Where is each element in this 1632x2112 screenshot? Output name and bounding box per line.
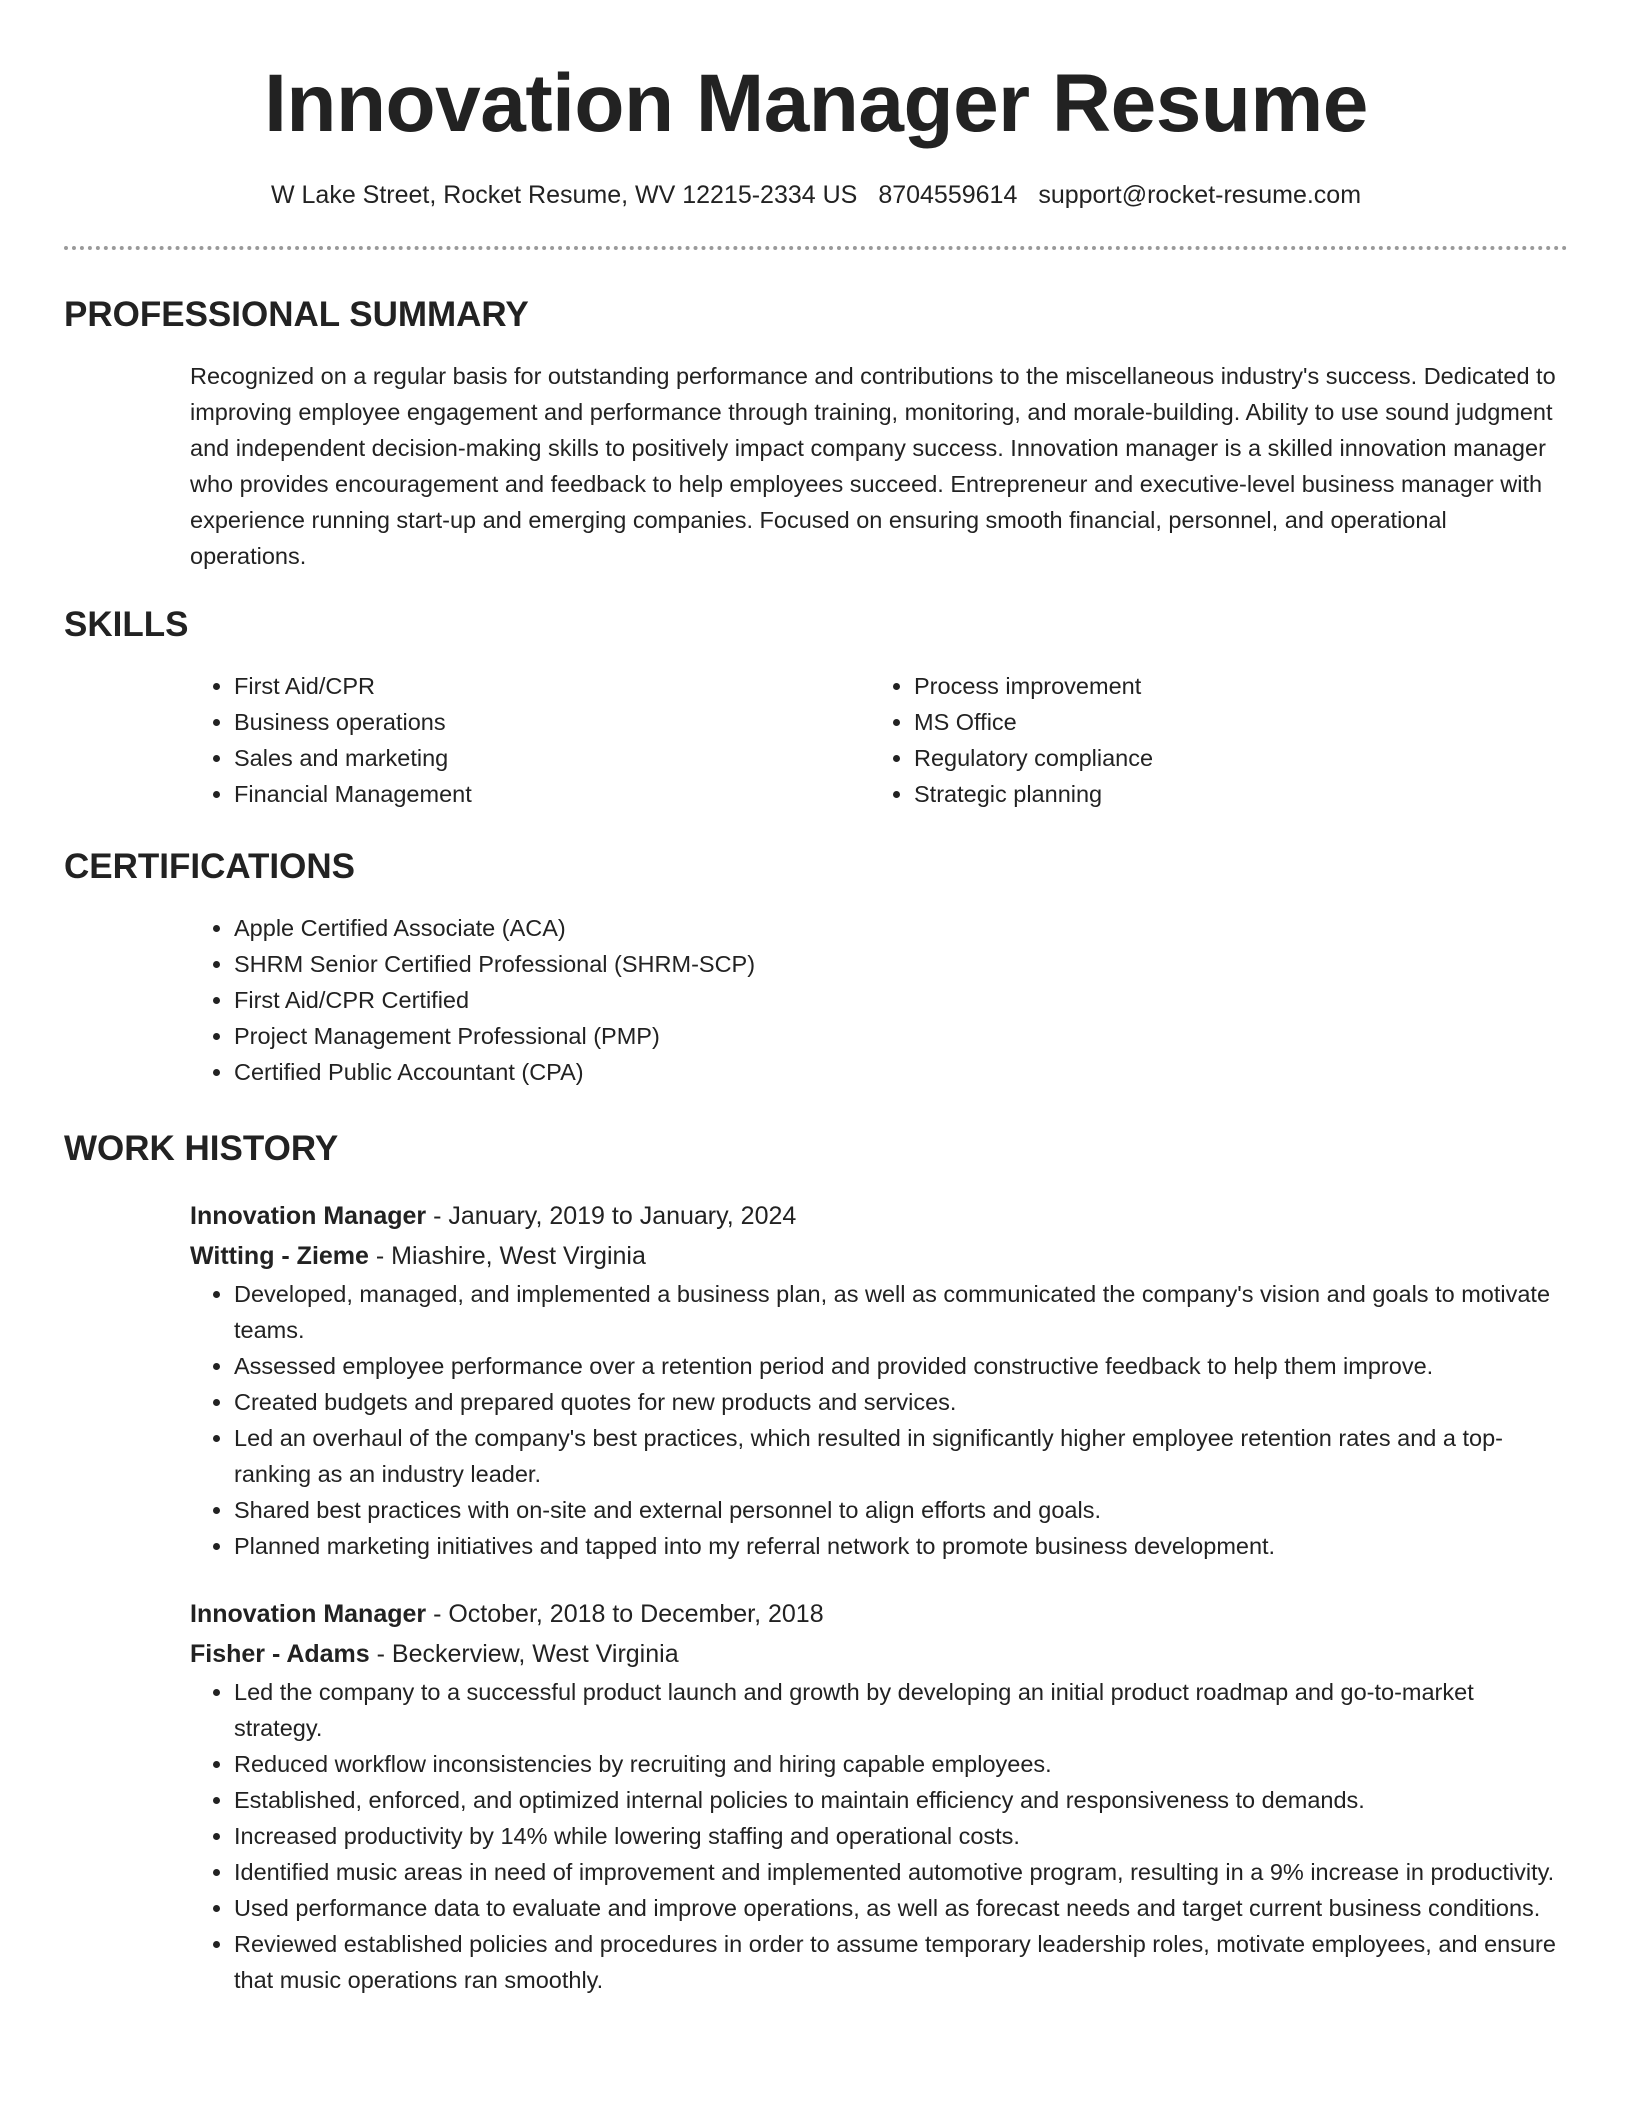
- job-bullet: • Increased productivity by 14% while lowering staffing and operational costs.: [234, 1818, 1568, 1854]
- certification-item: • SHRM Senior Certified Professional (SHRM-SCP): [234, 946, 1568, 982]
- job-bullet: • Established, enforced, and optimized internal policies to maintain efficiency and responsiveness to demands.: [234, 1782, 1568, 1818]
- skill-item: • Regulatory compliance: [914, 740, 1550, 776]
- job-bullet: • Reviewed established policies and procedures in order to assume temporary leadership roles, motivate employees, and ensure that music operations ran smoothly.: [234, 1926, 1568, 1998]
- job-entry: [190, 1594, 1568, 1998]
- job-bullet: • Reduced workflow inconsistencies by recruiting and hiring capable employees.: [234, 1746, 1568, 1782]
- summary-text: Recognized on a regular basis for outstanding performance and contributions to the miscellaneous industry's success. Dedicated to improving employee engagement and performance through training, monitoring, and morale-building. Ability to use sound judgment and independent decision-making skills to positively impact company success. Innovation manager is a skilled innovation manager who provides encouragement and feedback to help employees succeed. Entrepreneur and executive-level business manager with experience running start-up and emerging companies. Focused on ensuring smooth financial, personnel, and operational operations.: [190, 363, 1556, 569]
- certification-item: • Certified Public Accountant (CPA): [234, 1054, 1568, 1090]
- certification-item: • First Aid/CPR Certified: [234, 982, 1568, 1018]
- job-dates: - October, 2018 to December, 2018: [426, 1600, 824, 1628]
- skills-column-right: [870, 668, 1550, 812]
- job-bullets: [190, 1276, 1568, 1564]
- skill-item: • Sales and marketing: [234, 740, 870, 776]
- job-bullets: [190, 1674, 1568, 1998]
- certification-item: • Apple Certified Associate (ACA): [234, 910, 1568, 946]
- skills-heading: SKILLS: [64, 605, 189, 644]
- job-bullet: • Used performance data to evaluate and improve operations, as well as forecast needs and target current business conditions.: [234, 1890, 1568, 1926]
- job-entry: [190, 1196, 1568, 1564]
- job-title-line: [190, 1196, 1568, 1236]
- contact-line: [64, 178, 1568, 212]
- job-company-line: [190, 1634, 1568, 1674]
- job-company: Witting - Zieme: [190, 1242, 369, 1270]
- job-bullet: • Created budgets and prepared quotes for new products and services.: [234, 1384, 1568, 1420]
- skill-item: • Strategic planning: [914, 776, 1550, 812]
- job-location: - Miashire, West Virginia: [368, 1242, 646, 1270]
- job-company-line: [190, 1236, 1568, 1276]
- certifications-heading: CERTIFICATIONS: [64, 847, 356, 886]
- job-bullet: • Assessed employee performance over a retention period and provided constructive feedback to help them improve.: [234, 1348, 1568, 1384]
- header-divider: [64, 246, 1568, 250]
- job-bullet: • Developed, managed, and implemented a business plan, as well as communicated the company's vision and goals to motivate teams.: [234, 1276, 1568, 1348]
- job-bullet: • Planned marketing initiatives and tapped into my referral network to promote business development.: [234, 1528, 1568, 1564]
- skills-column-left: [190, 668, 870, 812]
- skill-item: • Business operations: [234, 704, 870, 740]
- skills-list-right: [870, 668, 1550, 812]
- skill-item: • MS Office: [914, 704, 1550, 740]
- skill-item: • First Aid/CPR: [234, 668, 870, 704]
- job-role: Innovation Manager: [190, 1600, 427, 1628]
- job-location: - Beckerview, West Virginia: [369, 1640, 679, 1668]
- skill-item: • Financial Management: [234, 776, 870, 812]
- skills-grid: [190, 668, 1568, 812]
- contact-phone: 8704559614: [878, 181, 1018, 209]
- job-bullet: • Led the company to a successful product launch and growth by developing an initial product roadmap and go-to-market strategy.: [234, 1674, 1568, 1746]
- job-bullet: • Shared best practices with on-site and external personnel to align efforts and goals.: [234, 1492, 1568, 1528]
- certifications-block: [190, 910, 1568, 1090]
- skill-item: • Process improvement: [914, 668, 1550, 704]
- summary-heading: PROFESSIONAL SUMMARY: [64, 295, 529, 334]
- job-bullet: • Led an overhaul of the company's best practices, which resulted in significantly higher employee retention rates and a top-ranking as an industry leader.: [234, 1420, 1568, 1492]
- contact-email: support@rocket-resume.com: [1038, 181, 1362, 209]
- job-bullet: • Identified music areas in need of improvement and implemented automotive program, resulting in a 9% increase in productivity.: [234, 1854, 1568, 1890]
- job-company: Fisher - Adams: [190, 1640, 370, 1668]
- job-role: Innovation Manager: [190, 1202, 427, 1230]
- work-history-heading: WORK HISTORY: [64, 1129, 339, 1168]
- resume-title: Innovation Manager Resume: [264, 58, 1368, 149]
- job-title-line: [190, 1594, 1568, 1634]
- certifications-list: [190, 910, 1568, 1090]
- contact-address: W Lake Street, Rocket Resume, WV 12215-2334 US: [270, 181, 858, 209]
- job-dates: - January, 2019 to January, 2024: [426, 1202, 797, 1230]
- skills-list-left: [190, 668, 870, 812]
- certification-item: • Project Management Professional (PMP): [234, 1018, 1568, 1054]
